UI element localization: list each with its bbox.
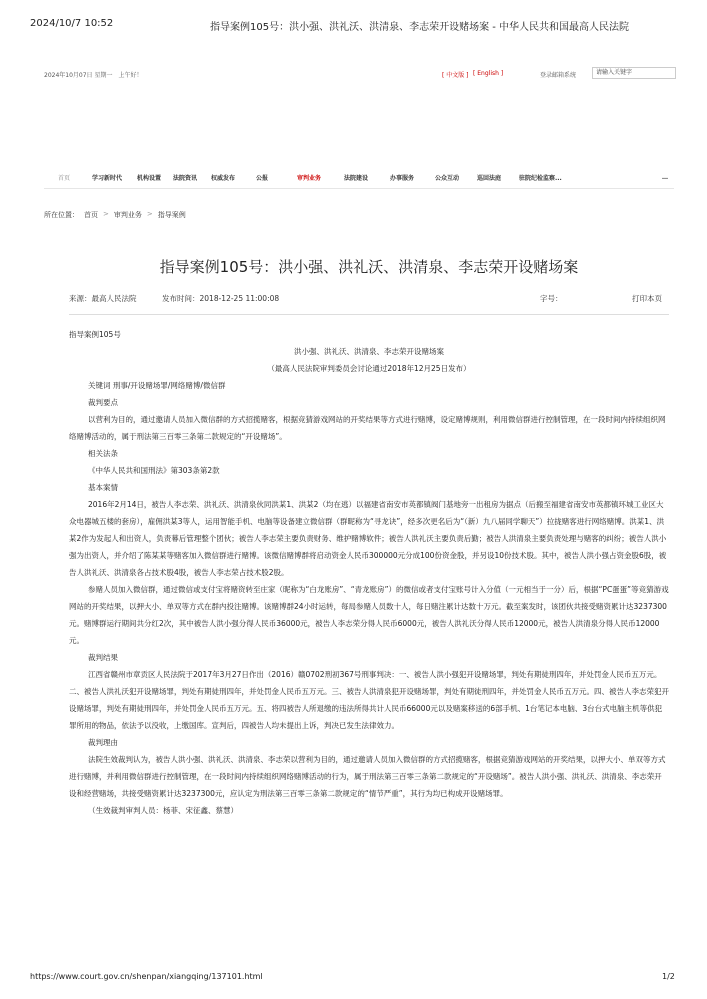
print-url: https://www.court.gov.cn/shenpan/xiangqing/137101.html (30, 972, 263, 981)
heading-facts: 基本案情 (88, 483, 118, 492)
article-source: 来源：最高人民法院 (69, 294, 137, 303)
article-published: 发布时间：2018-12-25 11:00:08 (162, 294, 280, 303)
case-title: 洪小强、洪礼沃、洪清泉、李志荣开设赌场案 (294, 347, 444, 356)
heading-reason: 裁判理由 (88, 738, 118, 747)
font-size-label[interactable]: 字号： (540, 294, 563, 303)
breadcrumb-sep: > (103, 210, 109, 218)
breadcrumb-label: 所在位置： (44, 211, 79, 219)
article-body (69, 326, 669, 819)
nav-item-more[interactable]: … (662, 173, 668, 181)
heading-main-points: 裁判要点 (88, 398, 118, 407)
date-greeting: 2024年10月07日 星期一 上午好！ (44, 72, 143, 79)
reason-text: 法院生效裁判认为，被告人洪小强、洪礼沃、洪清泉、李志荣以营利为目的，通过邀请人员加入微信群的方式招揽赌客，根据竞猜游戏网站的开奖结果，以押大小、单双等方式进行赌博，并利用微信群进行控制管理，在一段时间内持续组织网络赌博活动的行为，属于刑法第三百零三条第二款规定的“开设赌场”。被告人洪小强、洪礼沃、洪清泉、李志荣开设和经营赌场，共接受赌资累计达3237300元，应认定为刑法第三百零三条第二款规定的“情节严重”，其行为均已构成开设赌场罪。 (69, 755, 666, 798)
lang-en-link[interactable]: [ English ] (473, 70, 504, 77)
login-mail-link[interactable]: 登录邮箱系统 (540, 72, 577, 79)
lang-cn-link[interactable]: [ 中文版 ] (442, 72, 469, 79)
law-text: 《中华人民共和国刑法》第303条第2款 (88, 466, 220, 475)
main-points-text: 以营利为目的，通过邀请人员加入微信群的方式招揽赌客，根据竞猜游戏网站的开奖结果等方式进行赌博，设定赌博规则，利用微信群进行控制管理，在一段时间内持续组织网络赌博活动的，属于刑法第三百零三条第二款规定的“开设赌场”。 (69, 415, 666, 441)
judges-note: （生效裁判审判人员：杨菲、宋征鑫、蔡慧） (88, 806, 238, 815)
nav-item-trial-business[interactable]: 审判业务 (297, 174, 322, 182)
nav-item-home[interactable]: 首页 (58, 174, 71, 182)
nav-item-circuit-courts[interactable]: 巡回法庭 (477, 174, 502, 182)
breadcrumb (44, 210, 186, 220)
print-datetime: 2024/10/7 10:52 (30, 18, 114, 29)
nav-divider (44, 188, 674, 189)
nav-item-official-release[interactable]: 权威发布 (211, 174, 236, 182)
nav-item-study-new-era[interactable]: 学习新时代 (92, 174, 123, 182)
case-number: 指导案例105号 (69, 330, 121, 339)
article-title: 指导案例105号：洪小强、洪礼沃、洪清泉、李志荣开设赌场案 (159, 258, 579, 276)
nav-item-services[interactable]: 办事服务 (390, 174, 415, 182)
nav-item-public-interaction[interactable]: 公众互动 (435, 174, 460, 182)
print-page-title: 指导案例105号：洪小强、洪礼沃、洪清泉、李志荣开设赌场案 - 中华人民共和国最高人民法院 (210, 22, 630, 33)
print-page-number: 1/2 (662, 972, 675, 981)
keywords: 关键词 刑事/开设赌场罪/网络赌博/微信群 (88, 381, 226, 390)
nav-item-court-construction[interactable]: 法院建设 (344, 174, 369, 182)
meta-divider (69, 314, 669, 315)
breadcrumb-sep: > (146, 210, 153, 218)
heading-result: 裁判结果 (88, 653, 118, 662)
breadcrumb-home[interactable]: 首页 (84, 211, 98, 219)
nav-item-institutions[interactable]: 机构设置 (137, 174, 162, 182)
breadcrumb-trial[interactable]: 审判业务 (113, 211, 142, 219)
main-nav (44, 168, 674, 186)
print-button[interactable]: 打印本页 (632, 294, 662, 303)
breadcrumb-guiding-cases[interactable]: 指导案例 (157, 211, 186, 219)
nav-item-gazette[interactable]: 公报 (256, 174, 269, 182)
nav-item-court-news[interactable]: 法院资讯 (173, 174, 198, 182)
result-text: 江西省赣州市章贡区人民法院于2017年3月27日作出（2016）赣0702刑初367号刑事判决：一、被告人洪小强犯开设赌场罪，判处有期徒刑四年，并处罚金人民币五万元。二、被告人洪礼沃犯开设赌场罪，判处有期徒刑四年，并处罚金人民币五万元。三、被告人洪清泉犯开设赌场罪，判处有期徒刑四年，并处罚金人民币五万元。四、被告人李志荣犯开设赌场罪，判处有期徒刑四年，并处罚金人民币五万元。五、将四被告人所退缴的违法所得共计人民币66000元以及赌案移送的6部手机、1台笔记本电脑、3台台式电脑主机等供犯罪所用的物品，依法予以没收，上缴国库。宣判后，四被告人均未提出上诉，判决已发生法律效力。 (69, 670, 669, 730)
facts-paragraph-1: 2016年2月14日，被告人李志荣、洪礼沃、洪清泉伙同洪某1、洪某2（均在逃）以福建省南安市英都镇阀门基地旁一出租房为据点（后搬至福建省南安市英都镇环城工业区大众电器城五楼的套房），雇佣洪某3等人，运用智能手机、电脑等设备建立微信群（群昵称为“寻龙诀”，经多次更名后为“（新）九八届同学聊天”）拉拢赌客进行网络赌博。洪某1、洪某2作为发起人和出资人，负责幕后管理整个团伙；被告人李志荣主要负责财务、维护赌博软件；被告人洪礼沃主要负责后勤；被告人洪清泉主要负责处理与赌客的纠纷；被告人洪小强为出资人，并介绍了陈某某等赌客加入微信群进行赌博。该微信赌博群将启动资金人民币300000元分成100份资金股，并另设10份技术股。其中，被告人洪小强占资金股6股，被告人洪礼沃、洪清泉各占技术股4股，被告人李志荣占技术股2股。 (69, 500, 667, 577)
nav-item-discipline-inspection[interactable]: 驻院纪检监察... (519, 174, 562, 182)
search-input[interactable]: 请输入关键字 (592, 67, 676, 79)
facts-paragraph-2: 参赌人员加入微信群，通过微信或支付宝将赌资转至庄家（昵称为“白龙账房”、“青龙账房”）的微信或者支付宝账号计入分值（一元相当于一分）后，根据“PC蛋蛋”等竞猜游戏网站的开奖结果，以押大小、单双等方式在群内投注赌博。该赌博群24小时运转，每局参赌人员数十人，每日赌注累计达数十万元。截至案发时，该团伙共接受赌资累计达3237300元。赌博群运行期间共分红2次，其中被告人洪小强分得人民币36000元，被告人李志荣分得人民币6000元，被告人洪礼沃分得人民币12000元，被告人洪清泉分得人民币12000元。 (69, 585, 669, 645)
adoption-note: （最高人民法院审判委员会讨论通过2018年12月25日发布） (267, 364, 471, 373)
heading-law: 相关法条 (88, 449, 118, 458)
